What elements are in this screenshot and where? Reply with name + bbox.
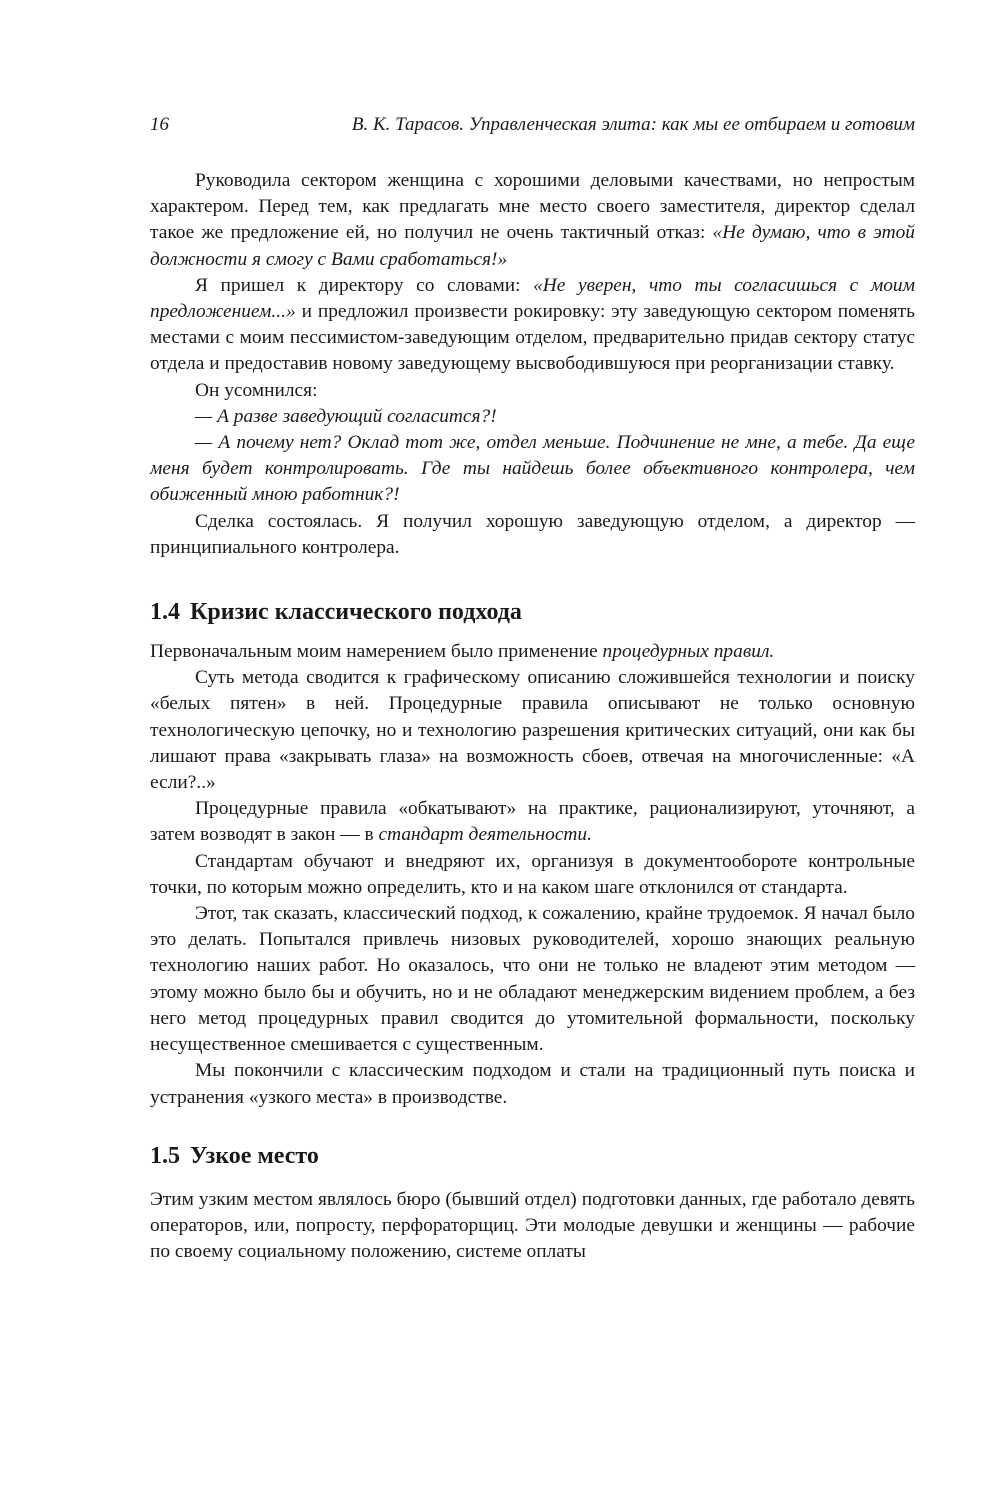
paragraph-2-quote: «Не уверен, что ты согласишься с моим предложением...» (150, 274, 915, 323)
paragraph-10: Стандартам обучают и внедряют их, организуя в документообороте контрольные точки, по которым можно определить, кто и на каком шаге отклонился от стандарта. (150, 850, 915, 898)
dialogue-line-1-text: — А разве заведующий согласится?! (195, 405, 497, 427)
paragraph-9-text: Процедурные правила «обкатывают» на практике, рационализируют, уточняют, а затем возводят в закон — в (150, 798, 915, 846)
paragraph-2-rest: и предложил произвести рокировку: эту заведующую сектором поменять местами с моим пессимистом-заведующим отделом, предварительно придав сектору статус отдела и предоставив новому заведующему высвободившуюся при реорганизации ставку. (150, 301, 915, 375)
running-title: В. К. Тарасов. Управленческая элита: как мы ее отбираем и готовим (351, 114, 915, 135)
dialogue-line-1 (150, 404, 915, 430)
running-header (150, 112, 915, 138)
paragraph-6: Сделка состоялась. Я получил хорошую заведующую отделом, а директор — принципиального контролера. (150, 510, 915, 558)
section-title: Узкое место (190, 1142, 319, 1169)
dialogue-line-2-text: — А почему нет? Оклад тот же, отдел меньше. Подчинение не мне, а тебе. Да еще меня будет контролировать. Где ты найдешь более объективного контролера, чем обиженный мною работник?! (150, 432, 915, 506)
page-number: 16 (150, 114, 169, 135)
section-heading-1-5 (150, 1141, 915, 1171)
paragraph-7 (150, 639, 915, 665)
paragraph-2 (150, 273, 915, 378)
section-title: Кризис классического подхода (190, 599, 522, 626)
paragraph-1-text: Руководила сектором женщина с хорошими деловыми качествами, но непростым характером. Перед тем, как предлагать мне место своего заместителя, директор сделал такое же предложение ей, но получил не очень тактичный отказ: (150, 170, 915, 244)
paragraph-12: Мы покончили с классическим подходом и стали на традиционный путь поиска и устранения «узкого места» в производстве. (150, 1060, 915, 1108)
paragraph-1 (150, 168, 915, 273)
paragraph-9 (150, 796, 915, 848)
section-number: 1.4 (150, 599, 180, 626)
paragraph-8: Суть метода сводится к графическому описанию сложившейся технологии и поиску «белых пятен» в ней. Процедурные правила описывают не только основную технологическую цепочку, но и технологию разрешения критических ситуаций, они как бы лишают права «закрывать глаза» на возможность сбоев, отвечая на многочисленные: «А если?..» (150, 667, 915, 794)
book-page (150, 112, 915, 1265)
paragraph-1-quote: «Не думаю, что в этой должности я смогу с Вами сработаться!» (150, 222, 915, 270)
paragraph-11: Этот, так сказать, классический подход, к сожалению, крайне трудоемок. Я начал было это делать. Попытался привлечь низовых руководителей, хорошо знающих реальную технологию наших работ. Но оказалось, что они не только не владеют этим методом — этому можно было бы и обучить, но и не обладают менеджерским видением проблем, а без него метод процедурных правил сводится до утомительной формальности, поскольку несущественное смешивается с существенным. (150, 903, 915, 1056)
paragraph-3: Он усомнился: (195, 379, 318, 401)
paragraph-7-text: Первоначальным моим намерением было применение (150, 641, 603, 663)
paragraph-9-term: стандарт деятельности. (378, 824, 592, 846)
section-number: 1.5 (150, 1142, 180, 1169)
dialogue-line-2 (150, 430, 915, 509)
paragraph-13: Этим узким местом являлось бюро (бывший отдел) подготовки данных, где работало девять операторов, или, попросту, перфораторщиц. Эти молодые девушки и женщины — рабочие по своему социальному положению, системе оплаты (150, 1188, 915, 1263)
paragraph-2-lead: Я пришел к директору со словами: (195, 274, 534, 296)
paragraph-7-term: процедурных правил. (602, 641, 775, 663)
section-heading-1-4 (150, 597, 915, 627)
